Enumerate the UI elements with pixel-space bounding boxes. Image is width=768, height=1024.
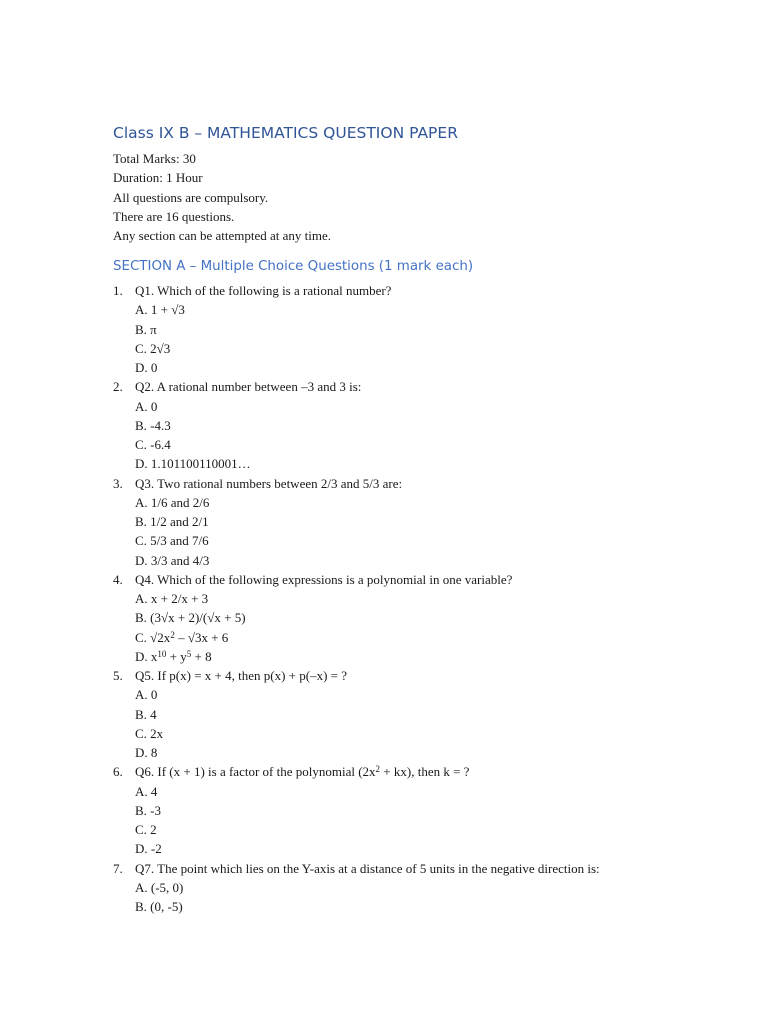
answer-option-c: C. -6.4	[135, 437, 171, 452]
instruction-compulsory: All questions are compulsory.	[113, 189, 269, 205]
question-number: 3.	[113, 475, 123, 491]
question-text: Q5. If p(x) = x + 4, then p(x) + p(–x) = ?	[135, 668, 347, 683]
question-number: 6.	[113, 764, 123, 780]
question-text: Q2. A rational number between –3 and 3 is:	[135, 379, 362, 395]
question-3	[113, 474, 733, 493]
section-a-heading: SECTION A – Multiple Choice Questions (1 mark each)	[113, 259, 474, 274]
question-7	[113, 859, 733, 878]
answer-option-a: A. (-5, 0)	[135, 879, 184, 895]
answer-option-a: A. 1/6 and 2/6	[135, 494, 210, 510]
answer-option-c: C. 2	[135, 822, 157, 837]
question-2	[113, 377, 733, 396]
question-count: There are 16 questions.	[113, 208, 235, 224]
answer-option-d: D. $x^{10} + y^5 + 8$	[135, 648, 212, 664]
duration: Duration: 1 Hour	[113, 170, 203, 186]
answer-option-d: D. 3/3 and 4/3	[135, 552, 210, 568]
question-text: Q4. Which of the following expressions is a polynomial in one variable?	[135, 571, 513, 587]
answer-option-b: B. (0, -5)	[135, 899, 183, 914]
total-marks: Total Marks: 30	[113, 151, 196, 166]
answer-option-d: D. 1.101100110001…	[135, 456, 251, 472]
question-6	[113, 762, 733, 781]
question-number: 1.	[113, 283, 123, 298]
answer-option-c: C. 2x	[135, 725, 164, 741]
answer-option-c: C. 5/3 and 7/6	[135, 533, 209, 549]
answer-option-a: A. 1 + √3	[135, 302, 185, 318]
question-1	[113, 281, 733, 300]
answer-option-b: B. π	[135, 321, 157, 337]
paper-title: Class IX B – MATHEMATICS QUESTION PAPER	[113, 124, 458, 142]
answer-option-a: A. 0	[135, 687, 158, 703]
answer-option-a: A. 4	[135, 783, 158, 799]
question-text: Q7. The point which lies on the Y-axis at a distance of 5 units in the negative direction is:	[135, 860, 600, 876]
answer-option-c: C. $√2x^2 - √3x + 6$	[135, 629, 229, 645]
answer-option-a: A. 0	[135, 398, 158, 414]
paper-info	[113, 149, 331, 245]
answer-option-b: B. -4.3	[135, 417, 171, 433]
answer-option-c: C. 2√3	[135, 340, 171, 356]
answer-option-b: B. 4	[135, 706, 157, 722]
question-text: Q1. Which of the following is a rational number?	[135, 283, 392, 298]
question-number: 7.	[113, 860, 123, 876]
instruction-any-section: Any section can be attempted at any time.	[113, 228, 332, 244]
question-list	[113, 281, 733, 916]
question-number: 5.	[113, 668, 123, 683]
question-text: Q6. If (x + 1) is a factor of the polynomial $(2x^2 + kx)$, then k = ?	[135, 764, 470, 780]
answer-option-d: D. -2	[135, 841, 162, 857]
answer-option-d: D. 0	[135, 360, 158, 375]
question-text: Q3. Two rational numbers between 2/3 and 5/3 are:	[135, 475, 403, 491]
answer-option-b: B. 1/2 and 2/1	[135, 514, 209, 529]
question-number: 2.	[113, 379, 123, 395]
question-5	[113, 666, 733, 685]
answer-option-a: A. x + 2/x + 3	[135, 591, 209, 606]
question-4	[113, 570, 733, 589]
answer-option-d: D. 8	[135, 745, 158, 760]
answer-option-b: B. -3	[135, 802, 161, 818]
question-number: 4.	[113, 571, 123, 587]
answer-option-b: B. (3√x + 2)/(√x + 5)	[135, 610, 246, 626]
